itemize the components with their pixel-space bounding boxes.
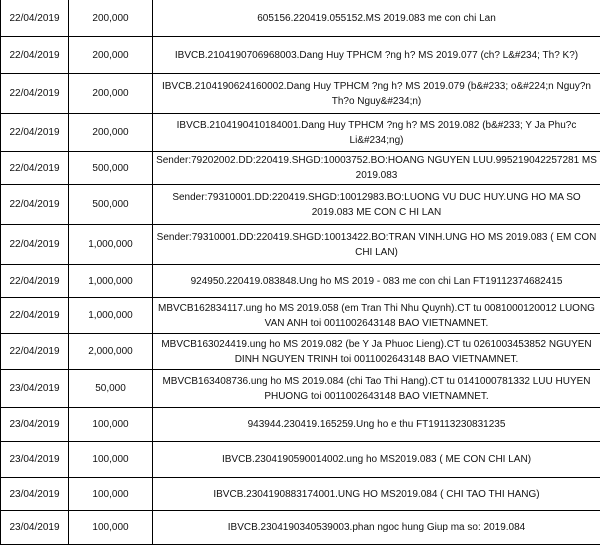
table-row (1, 370, 600, 408)
amount-cell: 100,000 (69, 511, 153, 545)
table-row (1, 442, 600, 478)
description-cell: MBVCB163408736.ung ho MS 2019.084 (chi Tao Thi Hang).CT tu 0141000781332 LUU HUYEN PHUONG toi 0011002643148 BAO VIETNAMNET. (153, 370, 600, 408)
amount-cell: 200,000 (69, 74, 153, 114)
amount-cell: 50,000 (69, 370, 153, 408)
amount-cell: 200,000 (69, 114, 153, 152)
amount-cell: 2,000,000 (69, 334, 153, 370)
table-row (1, 225, 600, 265)
table-row (1, 334, 600, 370)
date-cell: 22/04/2019 (1, 152, 69, 185)
amount-cell: 100,000 (69, 442, 153, 478)
amount-cell: 200,000 (69, 0, 153, 37)
description-cell: MBVCB163024419.ung ho MS 2019.082 (be Y Ja Phuoc Lieng).CT tu 0261003453852 NGUYEN DINH NGUYEN TRINH toi 0011002643148 BAO VIETNAMNET. (153, 334, 600, 370)
date-cell: 22/04/2019 (1, 37, 69, 74)
description-cell: MBVCB162834117.ung ho MS 2019.058 (em Tran Thi Nhu Quynh).CT tu 0081000120012 LUONG VAN ANH toi 0011002643148 BAO VIETNAMNET. (153, 298, 600, 334)
table-row (1, 74, 600, 114)
date-cell: 22/04/2019 (1, 298, 69, 334)
description-cell: IBVCB.2304190590014002.ung ho MS2019.083 ( ME CON CHI LAN) (153, 442, 600, 478)
description-cell: IBVCB.2104190624160002.Dang Huy TPHCM ?ng h? MS 2019.079 (b&#233; o&#224;n Nguy?n Th?o Nguy&#234;n) (153, 74, 600, 114)
amount-cell: 1,000,000 (69, 265, 153, 298)
description-cell: Sender:79310001.DD:220419.SHGD:10013422.BO:TRAN VINH.UNG HO MS 2019.083 ( EM CON CHI LAN) (153, 225, 600, 265)
table-row (1, 511, 600, 545)
description-cell: 943944.230419.165259.Ung ho e thu FT19113230831235 (153, 408, 600, 442)
amount-cell: 500,000 (69, 185, 153, 225)
description-cell: IBVCB.2104190410184001.Dang Huy TPHCM ?ng h? MS 2019.082 (b&#233; Y Ja Phu?c Li&#234;ng) (153, 114, 600, 152)
table-row (1, 185, 600, 225)
amount-cell: 200,000 (69, 37, 153, 74)
date-cell: 23/04/2019 (1, 511, 69, 545)
table-row (1, 152, 600, 185)
description-cell: IBVCB.2304190340539003.phan ngoc hung Giup ma so: 2019.084 (153, 511, 600, 545)
table-row (1, 408, 600, 442)
table-row (1, 478, 600, 511)
amount-cell: 100,000 (69, 478, 153, 511)
date-cell: 22/04/2019 (1, 114, 69, 152)
date-cell: 22/04/2019 (1, 334, 69, 370)
table-row (1, 37, 600, 74)
table-row (1, 298, 600, 334)
description-cell: IBVCB.2104190706968003.Dang Huy TPHCM ?ng h? MS 2019.077 (ch? L&#234; Th? K?) (153, 37, 600, 74)
amount-cell: 1,000,000 (69, 225, 153, 265)
description-cell: 924950.220419.083848.Ung ho MS 2019 - 083 me con chi Lan FT19112374682415 (153, 265, 600, 298)
date-cell: 23/04/2019 (1, 478, 69, 511)
date-cell: 23/04/2019 (1, 408, 69, 442)
table-row (1, 0, 600, 37)
amount-cell: 500,000 (69, 152, 153, 185)
date-cell: 23/04/2019 (1, 370, 69, 408)
date-cell: 22/04/2019 (1, 265, 69, 298)
date-cell: 23/04/2019 (1, 442, 69, 478)
transaction-table-body (1, 0, 600, 545)
description-cell: Sender:79310001.DD:220419.SHGD:10012983.BO:LUONG VU DUC HUY.UNG HO MA SO 2019.083 ME CON C HI LAN (153, 185, 600, 225)
table-row (1, 265, 600, 298)
description-cell: IBVCB.2304190883174001.UNG HO MS2019.084 ( CHI TAO THI HANG) (153, 478, 600, 511)
amount-cell: 100,000 (69, 408, 153, 442)
description-cell: Sender:79202002.DD:220419.SHGD:10003752.BO:HOANG NGUYEN LUU.995219042257281 MS 2019.083 (153, 152, 600, 185)
date-cell: 22/04/2019 (1, 0, 69, 37)
date-cell: 22/04/2019 (1, 225, 69, 265)
description-cell: 605156.220419.055152.MS 2019.083 me con chi Lan (153, 0, 600, 37)
date-cell: 22/04/2019 (1, 74, 69, 114)
date-cell: 22/04/2019 (1, 185, 69, 225)
table-row (1, 114, 600, 152)
amount-cell: 1,000,000 (69, 298, 153, 334)
